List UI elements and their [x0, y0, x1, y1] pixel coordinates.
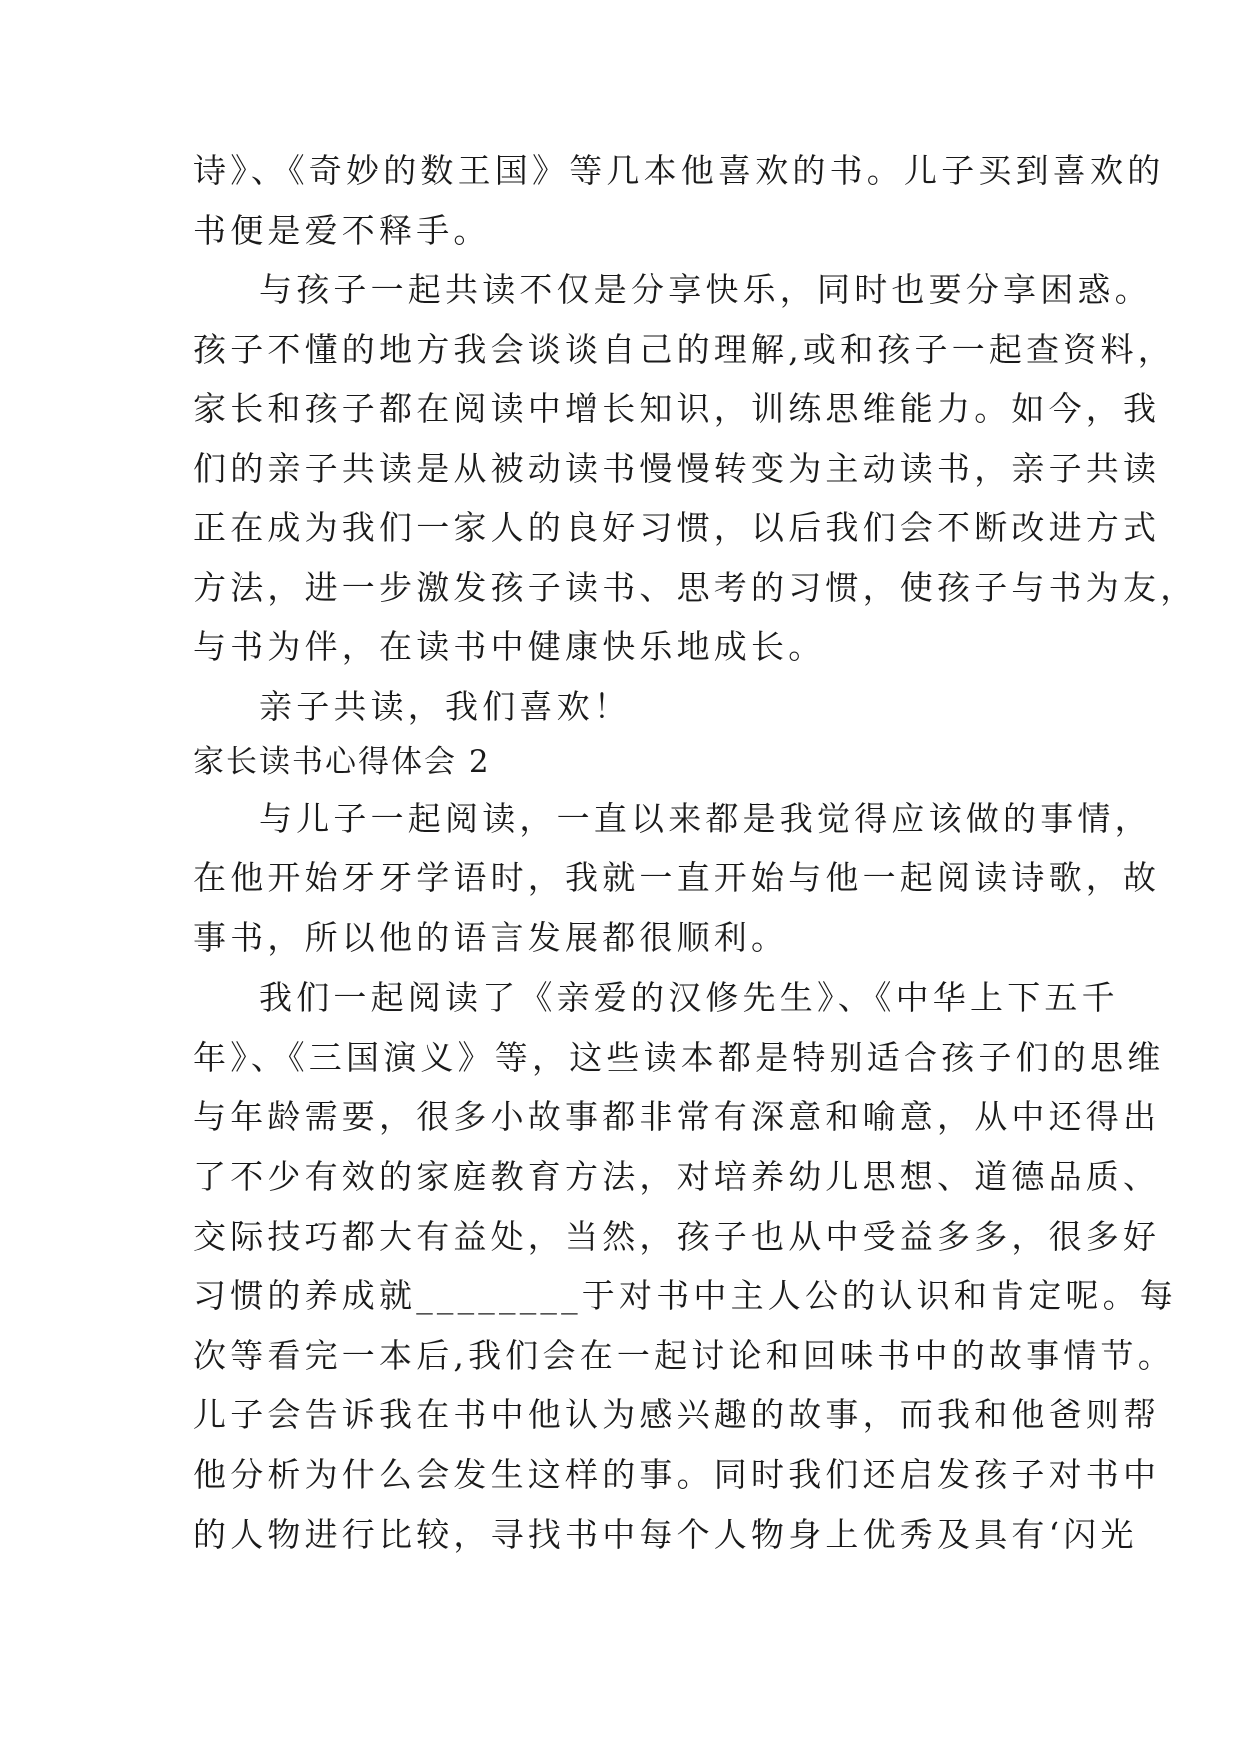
paragraph-first-line: 与孩子一起共读不仅是分享快乐，同时也要分享困惑。 [259, 270, 1152, 309]
text-line: 年》、《三国演义》等，这些读本都是特别适合孩子们的思维 [193, 1038, 1165, 1077]
text-line: 们的亲子共读是从被动读书慢慢转变为主动读书，亲子共读 [193, 449, 1161, 488]
text-line: 方法，进一步激发孩子读书、思考的习惯，使孩子与书为友， [193, 568, 1198, 607]
text-line: 在他开始牙牙学语时，我就一直开始与他一起阅读诗歌，故 [193, 858, 1161, 897]
text-line: 次等看完一本后,我们会在一起讨论和回味书中的故事情节。 [193, 1336, 1175, 1375]
text-line: 的人物进行比较，寻找书中每个人物身上优秀及具有‘闪光 [193, 1515, 1138, 1554]
text-line: 书便是爱不释手。 [193, 211, 491, 250]
paragraph-first-line: 与儿子一起阅读，一直以来都是我觉得应该做的事情， [259, 799, 1152, 838]
text-line: 家长和孩子都在阅读中增长知识，训练思维能力。如今，我 [193, 389, 1161, 428]
text-line: 孩子不懂的地方我会谈谈自己的理解,或和孩子一起查资料， [193, 330, 1175, 369]
section-heading: 家长读书心得体会 2 [193, 744, 491, 780]
text-line: 诗》、《奇妙的数王国》等几本他喜欢的书。儿子买到喜欢的 [193, 151, 1165, 190]
paragraph-first-line: 亲子共读，我们喜欢！ [259, 687, 631, 726]
text-line: 他分析为什么会发生这样的事。同时我们还启发孩子对书中 [193, 1455, 1161, 1494]
text-line: 正在成为我们一家人的良好习惯，以后我们会不断改进方式 [193, 508, 1161, 547]
text-line: 习惯的养成就________于对书中主人公的认识和肯定呢。每 [193, 1276, 1177, 1315]
text-line: 交际技巧都大有益处，当然，孩子也从中受益多多，很多好 [193, 1217, 1161, 1256]
text-line: 与年龄需要，很多小故事都非常有深意和喻意，从中还得出 [193, 1097, 1161, 1136]
text-line: 与书为伴，在读书中健康快乐地成长。 [193, 627, 826, 666]
paragraph-first-line: 我们一起阅读了《亲爱的汉修先生》、《中华上下五千 [259, 978, 1119, 1017]
text-line: 儿子会告诉我在书中他认为感兴趣的故事，而我和他爸则帮 [193, 1395, 1161, 1434]
text-line: 事书，所以他的语言发展都很顺利。 [193, 918, 789, 957]
text-line: 了不少有效的家庭教育方法，对培养幼儿思想、道德品质、 [193, 1157, 1161, 1196]
